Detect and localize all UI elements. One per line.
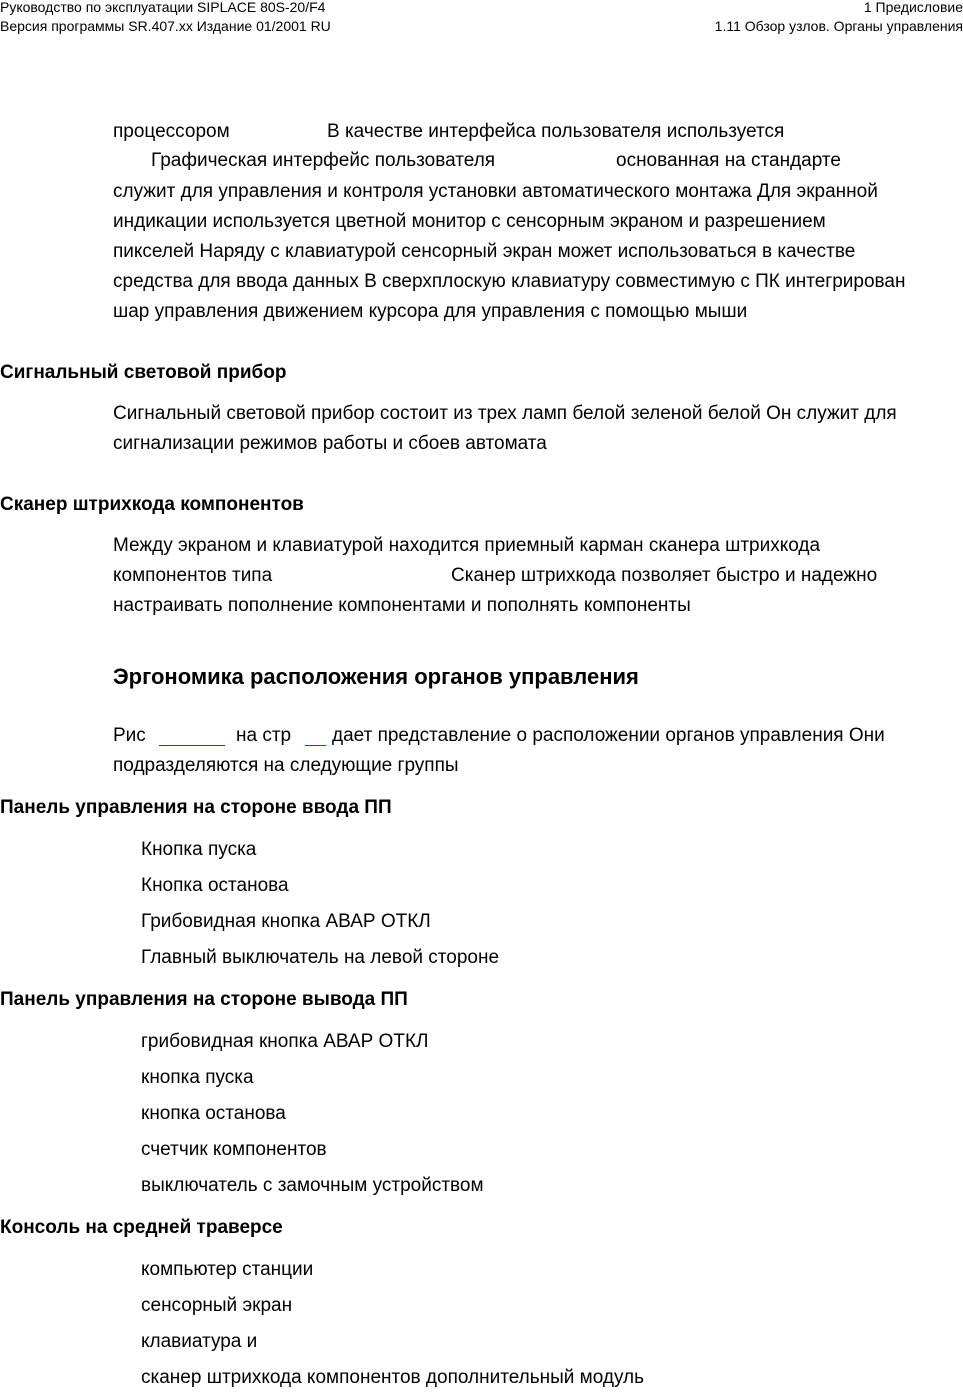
ergonomics-heading: Эргономика расположения органов управления xyxy=(113,664,639,689)
ergonomics-line-1b: на стр xyxy=(236,725,292,746)
signal-line-2: сигнализации режимов работы и сбоев автомата xyxy=(113,433,547,454)
list-item: грибовидная кнопка АВАР ОТКЛ xyxy=(141,1031,429,1052)
header-manual-title: Руководство по эксплуатации SIPLACE 80S-20/F4 xyxy=(0,0,326,15)
intro-line-5: пикселей Наряду с клавиатурой сенсорный экран может использоваться в качестве xyxy=(113,241,856,262)
list-item: Кнопка пуска xyxy=(141,839,257,860)
ergonomics-line-2: подразделяются на следующие группы xyxy=(113,755,459,776)
ergonomics-line-1c: дает представление о расположении органов управления Они xyxy=(332,725,885,746)
intro-line-1b: В качестве интерфейса пользователя используется xyxy=(327,121,785,142)
figure-reference-link[interactable] xyxy=(159,727,225,746)
scanner-line-1: Между экраном и клавиатурой находится приемный карман сканера штрихкода xyxy=(113,535,821,556)
list-item: счетчик компонентов xyxy=(141,1139,327,1160)
intro-line-1a: процессором xyxy=(113,121,230,142)
scanner-line-2a: компонентов типа xyxy=(113,565,273,586)
signal-line-1: Сигнальный световой прибор состоит из трех ламп белой зеленой белой Он служит для xyxy=(113,403,897,424)
list-item: Главный выключатель на левой стороне xyxy=(141,947,500,968)
page-reference-link[interactable] xyxy=(305,727,326,746)
ergonomics-line-1a: Рис xyxy=(113,725,146,746)
intro-line-6: средства для ввода данных В сверхплоскую клавиатуру совместимую с ПК интегрирован xyxy=(113,271,906,292)
scanner-heading: Сканер штрихкода компонентов xyxy=(0,494,304,515)
list-item: Грибовидная кнопка АВАР ОТКЛ xyxy=(141,911,431,932)
list-item: Кнопка останова xyxy=(141,875,289,896)
intro-line-2a: Графическая интерфейс пользователя xyxy=(151,150,496,171)
list-item: кнопка пуска xyxy=(141,1067,254,1088)
list-item: клавиатура и xyxy=(141,1331,258,1352)
panel-input-heading: Панель управления на стороне ввода ПП xyxy=(0,797,392,818)
panel-output-heading: Панель управления на стороне вывода ПП xyxy=(0,989,408,1010)
list-item: компьютер станции xyxy=(141,1259,314,1280)
signal-heading: Сигнальный световой прибор xyxy=(0,362,287,383)
list-item: сканер штрихкода компонентов дополнительный модуль xyxy=(141,1367,645,1388)
intro-line-4: индикации используется цветной монитор с сенсорным экраном и разрешением xyxy=(113,211,826,232)
header-chapter: 1 Предисловие xyxy=(863,0,963,15)
intro-line-2b: основанная на стандарте xyxy=(616,150,841,171)
scanner-line-3: настраивать пополнение компонентами и пополнять компоненты xyxy=(113,595,691,616)
list-item: выключатель с замочным устройством xyxy=(141,1175,484,1196)
intro-line-7: шар управления движением курсора для управления с помощью мыши xyxy=(113,301,748,322)
list-item: сенсорный экран xyxy=(141,1295,293,1316)
intro-line-3: служит для управления и контроля установки автоматического монтажа Для экранной xyxy=(113,181,878,202)
header-edition: Версия программы SR.407.xx Издание 01/2001 RU xyxy=(0,18,331,34)
header-section: 1.11 Обзор узлов. Органы управления xyxy=(714,18,963,34)
console-heading: Консоль на средней траверсе xyxy=(0,1217,283,1238)
scanner-line-2b: Сканер штрихкода позволяет быстро и надежно xyxy=(451,565,878,586)
list-item: кнопка останова xyxy=(141,1103,286,1124)
